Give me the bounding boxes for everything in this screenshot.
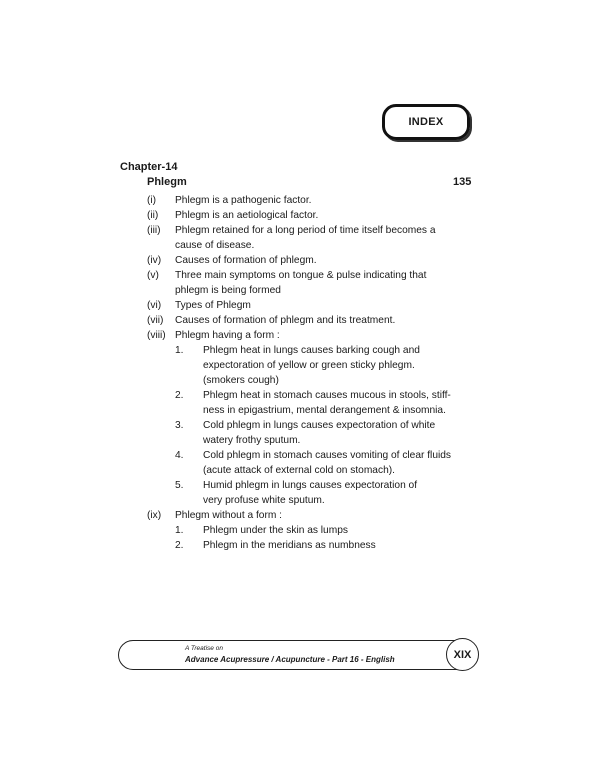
sub-item-text: Cold phlegm in stomach causes vomiting of clear fluids — [203, 450, 452, 461]
index-label: INDEX — [408, 116, 444, 128]
sub-item-number: 5. — [175, 480, 184, 491]
item-text: Phlegm retained for a long period of time itself becomes a — [175, 225, 436, 236]
sub-item-text: Phlegm heat in lungs causes barking cough and — [203, 345, 420, 356]
sub-item-number: 1. — [175, 525, 184, 536]
item-number: (vi) — [147, 300, 162, 311]
item-text: Phlegm without a form : — [175, 510, 283, 521]
section-page-number: 135 — [453, 176, 472, 188]
sub-item-number: 1. — [175, 345, 184, 356]
sub-item-number: 2. — [175, 390, 184, 401]
sub-item-text: ness in epigastrium, mental derangement & insomnia. — [203, 405, 446, 416]
sub-item-number: 3. — [175, 420, 184, 431]
sub-item-number: 4. — [175, 450, 184, 461]
item-text: Types of Phlegm — [175, 300, 251, 311]
sub-item-text: (smokers cough) — [203, 375, 279, 386]
sub-item-text: watery frothy sputum. — [203, 435, 301, 446]
sub-item-text: Humid phlegm in lungs causes expectoration of — [203, 480, 418, 491]
item-text: Phlegm is an aetiological factor. — [175, 210, 319, 221]
item-text: Phlegm is a pathogenic factor. — [175, 195, 312, 206]
item-text: phlegm is being formed — [175, 285, 281, 296]
footer-page-number: XIX — [446, 638, 479, 671]
index-badge — [382, 104, 470, 140]
item-number: (ii) — [147, 210, 159, 221]
item-number: (iv) — [147, 255, 162, 266]
item-text: Causes of formation of phlegm and its treatment. — [175, 315, 396, 326]
sub-item-text: Phlegm in the meridians as numbness — [203, 540, 376, 551]
item-number: (i) — [147, 195, 157, 206]
sub-item-text: (acute attack of external cold on stomach). — [203, 465, 395, 476]
item-number: (v) — [147, 270, 159, 281]
chapter-heading: Chapter-14 — [120, 161, 178, 173]
item-number: (viii) — [147, 330, 166, 341]
sub-item-text: very profuse white sputum. — [203, 495, 325, 506]
page-footer — [118, 640, 478, 670]
item-number: (vii) — [147, 315, 164, 326]
sub-item-number: 2. — [175, 540, 184, 551]
sub-item-text: Phlegm heat in stomach causes mucous in stools, stiff- — [203, 390, 451, 401]
footer-series-label: A Treatise on — [185, 645, 223, 652]
item-text: Phlegm having a form : — [175, 330, 280, 341]
item-text: Causes of formation of phlegm. — [175, 255, 317, 266]
item-number: (iii) — [147, 225, 161, 236]
item-text: Three main symptoms on tongue & pulse indicating that — [175, 270, 427, 281]
footer-book-title: Advance Acupressure / Acupuncture - Part 16 - English — [185, 655, 395, 664]
item-number: (ix) — [147, 510, 162, 521]
section-title: Phlegm — [147, 176, 187, 188]
sub-item-text: expectoration of yellow or green sticky phlegm. — [203, 360, 415, 371]
sub-item-text: Cold phlegm in lungs causes expectoration of white — [203, 420, 436, 431]
item-text: cause of disease. — [175, 240, 255, 251]
sub-item-text: Phlegm under the skin as lumps — [203, 525, 348, 536]
